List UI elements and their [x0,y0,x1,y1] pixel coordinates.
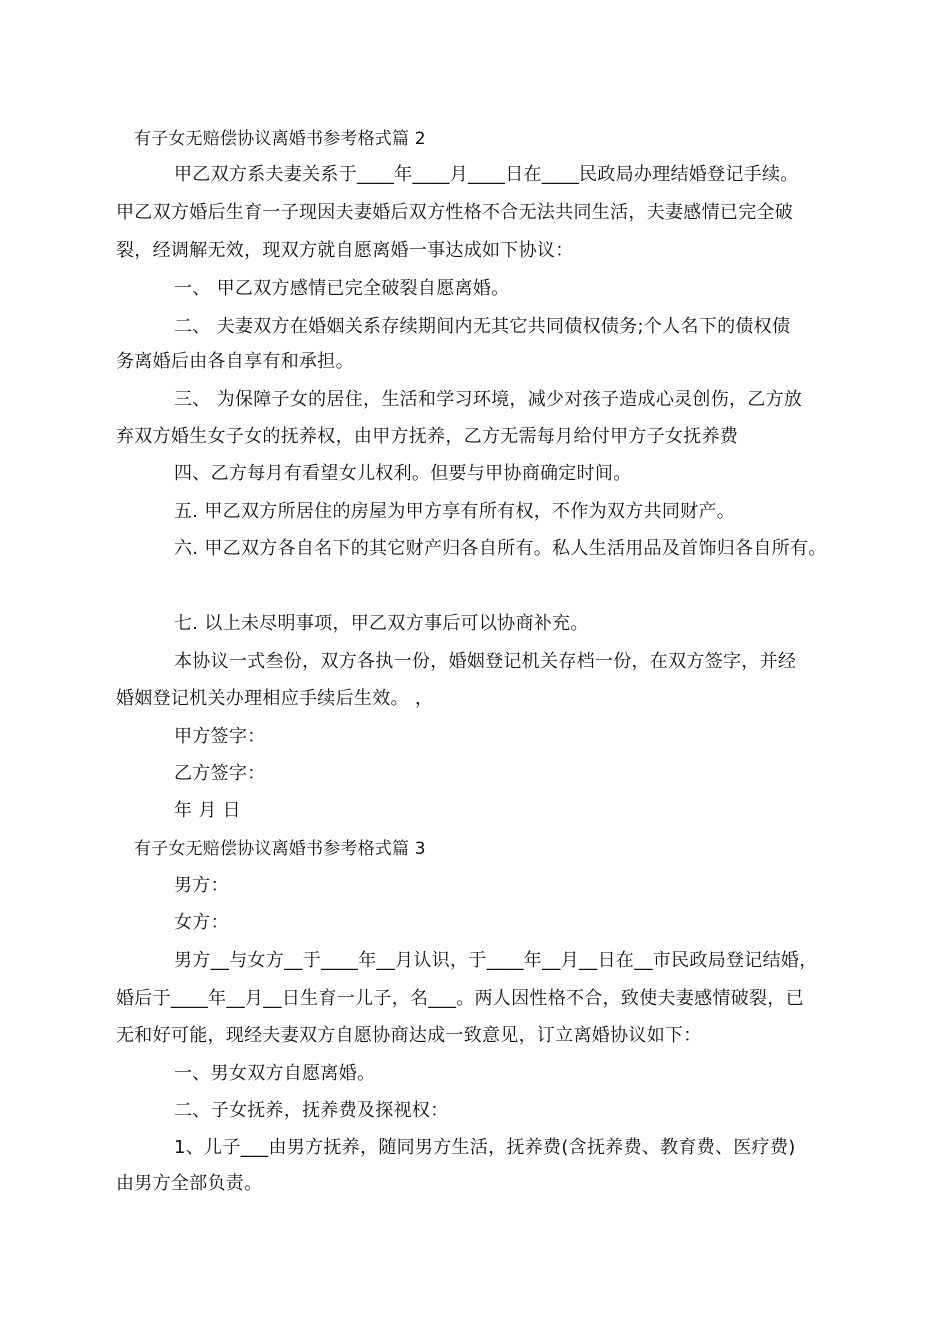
section-3-clause-2-1-line-2: 由男方全部负责。 [116,1173,263,1194]
section-2-clause-6: 六. 甲乙双方各自名下的其它财产归各自所有。私人生活用品及首饰归各自所有。 [174,538,827,559]
section-2-clause-3-line-1: 三、 为保障子女的居住，生活和学习环境，减少对孩子造成心灵创伤，乙方放 [174,389,803,410]
signature-party-b: 乙方签字： [174,763,266,784]
section-3-clause-2: 二、子女抚养，抚养费及探视权： [174,1100,449,1121]
section-2-title: 有子女无赔偿协议离婚书参考格式篇 2 [134,129,426,149]
section-2-clause-2-line-2: 务离婚后由各自享有和承担。 [116,351,354,372]
section-2-clause-1: 一、 甲乙双方感情已完全破裂自愿离婚。 [174,278,510,299]
signature-date: 年 月 日 [174,800,241,821]
section-2-clause-2-line-1: 二、 夫妻双方在婚姻关系存续期间内无其它共同债权债务;个人名下的债权债 [174,316,791,337]
section-2-intro-line-3: 裂，经调解无效，现双方就自愿离婚一事达成如下协议： [116,240,574,261]
section-3-female: 女方： [174,912,229,933]
section-2-clause-7: 七. 以上未尽明事项，甲乙双方事后可以协商补充。 [174,613,589,634]
section-3-intro-line-3: 无和好可能，现经夫妻双方自愿协商达成一致意见，订立离婚协议如下： [116,1025,702,1046]
section-2-clause-3-line-2: 弃双方婚生女子女的抚养权，由甲方抚养，乙方无需每月给付甲方子女抚养费 [116,426,739,447]
section-2-closing-line-2: 婚姻登记机关办理相应手续后生效。 ， [116,688,434,709]
section-2-clause-5: 五. 甲乙双方所居住的房屋为甲方享有所有权，不作为双方共同财产。 [174,501,736,522]
section-3-male: 男方： [174,875,229,896]
section-3-clause-1: 一、男女双方自愿离婚。 [174,1063,376,1084]
section-3-title: 有子女无赔偿协议离婚书参考格式篇 3 [134,839,426,859]
section-3-intro-line-2: 婚后于____年__月__日生育一儿子，名___。两人因性格不合，致使夫妻感情破裂，已 [116,988,804,1009]
section-2-clause-4: 四、乙方每月有看望女儿权利。但要与甲协商确定时间。 [174,463,632,484]
section-3-intro-line-1: 男方__与女方__于____年__月认识，于____年__月__日在__市民政局登记结婚， [174,950,818,971]
section-2-intro-line-2: 甲乙双方婚后生育一子现因夫妻婚后双方性格不合无法共同生活，夫妻感情已完全破 [116,202,794,223]
section-2-intro-line-1: 甲乙双方系夫妻关系于____年____月____日在____民政局办理结婚登记手续。 [174,164,799,185]
section-3-clause-2-1-line-1: 1、儿子___由男方抚养，随同男方生活，抚养费(含抚养费、教育费、医疗费) [174,1137,796,1158]
section-2-closing-line-1: 本协议一式叁份，双方各执一份，婚姻登记机关存档一份，在双方签字，并经 [174,651,797,672]
signature-party-a: 甲方签字： [174,726,266,747]
